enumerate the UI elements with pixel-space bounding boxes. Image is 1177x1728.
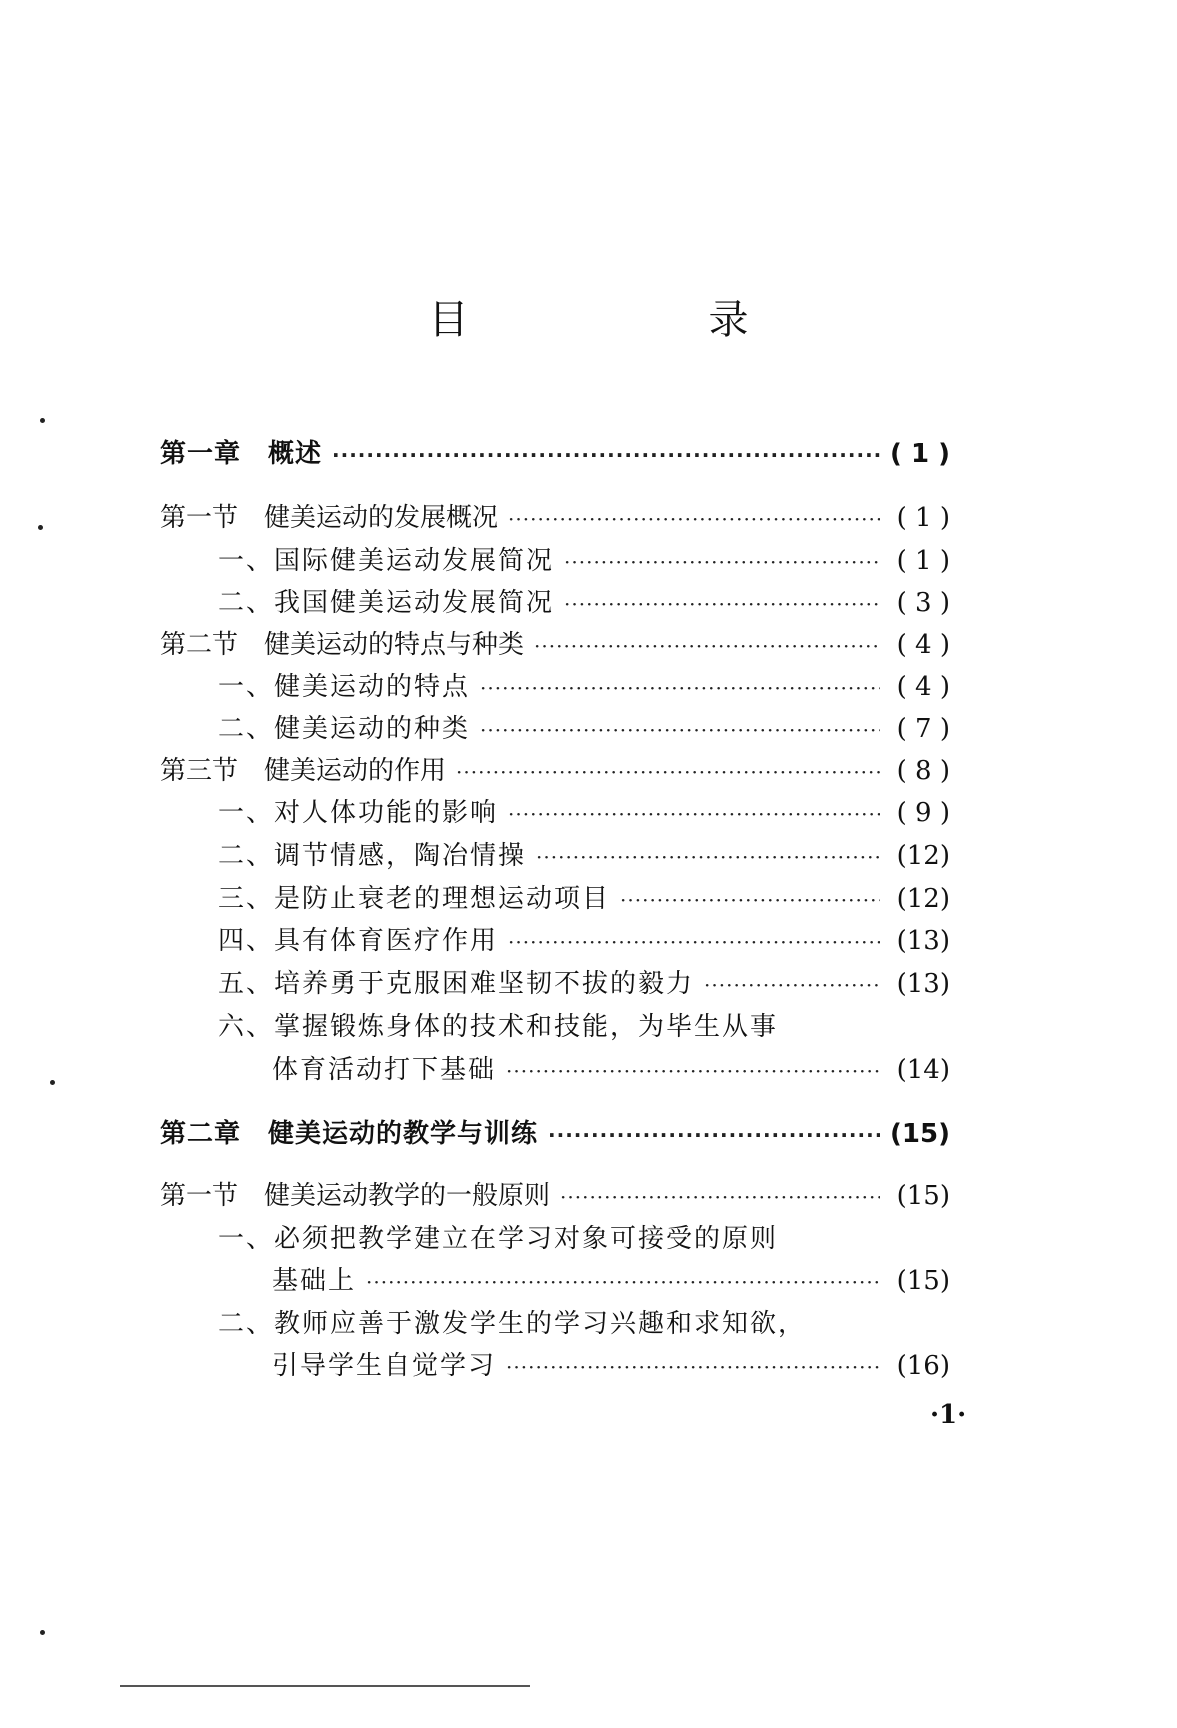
toc-entry-label: 二、健美运动的种类 (218, 714, 471, 744)
toc-entry-page: (14) (896, 1055, 950, 1085)
dot-leader (480, 714, 880, 746)
toc-entry-page: ( 4 ) (896, 630, 950, 660)
dot-leader (534, 630, 880, 662)
toc-entry-page: ( 8 ) (896, 756, 950, 786)
toc-entry-item-first-line[interactable]: 一、必须把教学建立在学习对象可接受的原则 (218, 1224, 779, 1254)
scan-speck (40, 1630, 45, 1635)
toc-entry-item-first-line[interactable]: 二、教师应善于激发学生的学习兴趣和求知欲， (218, 1309, 807, 1339)
toc-entry-page: (15) (896, 1266, 950, 1296)
toc-entry-label: 引导学生自觉学习 (272, 1351, 497, 1381)
toc-entry-page: ( 1 ) (896, 546, 950, 576)
dot-leader (366, 1266, 880, 1298)
toc-entry-label: 第二章 健美运动的教学与训练 (160, 1119, 539, 1149)
toc-entry-item-continuation[interactable] (272, 1054, 950, 1087)
dot-leader (704, 969, 880, 1001)
toc-entry-item-continuation[interactable] (272, 1350, 950, 1383)
scan-speck (40, 418, 45, 423)
toc-entry-page: ( 3 ) (896, 588, 950, 618)
toc-entry-page: ( 1 ) (896, 503, 950, 533)
toc-entry-label: 第一章 概述 (160, 439, 323, 469)
toc-entry-page: ( 1 ) (890, 439, 950, 469)
toc-entry-section[interactable] (160, 1180, 950, 1213)
toc-entry-label: 一、对人体功能的影响 (218, 798, 499, 828)
toc-entry-item[interactable] (218, 797, 950, 830)
bottom-rule (120, 1685, 530, 1687)
toc-entry-item[interactable] (218, 840, 950, 873)
toc-entry-item[interactable] (218, 883, 950, 916)
dot-leader (508, 926, 880, 958)
dot-leader (332, 439, 880, 471)
dot-leader (506, 1055, 880, 1087)
toc-entry-item[interactable] (218, 925, 950, 958)
toc-entry-label: 体育活动打下基础 (272, 1055, 497, 1085)
toc-entry-page: ( 7 ) (896, 714, 950, 744)
dot-leader (506, 1351, 880, 1383)
toc-entry-page: (12) (896, 884, 950, 914)
toc-entry-section[interactable] (160, 502, 950, 535)
toc-entry-section[interactable] (160, 755, 950, 788)
toc-entry-label: 四、具有体育医疗作用 (218, 926, 499, 956)
scan-speck (38, 525, 43, 530)
toc-entry-label: 基础上 (272, 1266, 357, 1296)
toc-entry-section[interactable] (160, 629, 950, 662)
toc-entry-item[interactable] (218, 713, 950, 746)
scan-speck (50, 1080, 55, 1085)
toc-entry-label: 五、培养勇于克服困难坚韧不拔的毅力 (218, 969, 695, 999)
dot-leader (564, 588, 880, 620)
toc-entry-item[interactable] (218, 671, 950, 704)
toc-entry-label: 一、健美运动的特点 (218, 672, 471, 702)
dot-leader (560, 1181, 880, 1213)
toc-entry-label: 第二节 健美运动的特点与种类 (160, 630, 525, 660)
toc-entry-label: 二、我国健美运动发展简况 (218, 588, 555, 618)
toc-entry-item-first-line[interactable]: 六、掌握锻炼身体的技术和技能，为毕生从事 (218, 1012, 779, 1042)
toc-entry-chapter-2[interactable] (160, 1118, 950, 1151)
page-number: ·1· (930, 1400, 967, 1430)
toc-entry-label: 第三节 健美运动的作用 (160, 756, 447, 786)
toc-entry-page: (15) (890, 1119, 950, 1149)
dot-leader (564, 546, 880, 578)
toc-entry-item[interactable] (218, 545, 950, 578)
toc-entry-item[interactable] (218, 968, 950, 1001)
toc-entry-page: ( 9 ) (896, 798, 950, 828)
page-title: 目 录 (428, 297, 849, 343)
dot-leader (456, 756, 880, 788)
toc-entry-page: ( 4 ) (896, 672, 950, 702)
toc-entry-chapter-1[interactable] (160, 438, 950, 471)
dot-leader (536, 841, 880, 873)
dot-leader (620, 884, 880, 916)
dot-leader (508, 503, 880, 535)
dot-leader (480, 672, 880, 704)
toc-entry-page: (15) (896, 1181, 950, 1211)
toc-entry-label: 三、是防止衰老的理想运动项目 (218, 884, 611, 914)
toc-entry-label: 第一节 健美运动教学的一般原则 (160, 1181, 551, 1211)
toc-entry-item[interactable] (218, 587, 950, 620)
toc-entry-page: (13) (896, 926, 950, 956)
toc-entry-label: 二、调节情感，陶冶情操 (218, 841, 527, 871)
toc-entry-label: 第一节 健美运动的发展概况 (160, 503, 499, 533)
toc-entry-page: (16) (896, 1351, 950, 1381)
toc-entry-page: (13) (896, 969, 950, 999)
dot-leader (548, 1119, 880, 1151)
toc-entry-item-continuation[interactable] (272, 1265, 950, 1298)
toc-entry-label: 一、国际健美运动发展简况 (218, 546, 555, 576)
dot-leader (508, 798, 880, 830)
toc-entry-page: (12) (896, 841, 950, 871)
